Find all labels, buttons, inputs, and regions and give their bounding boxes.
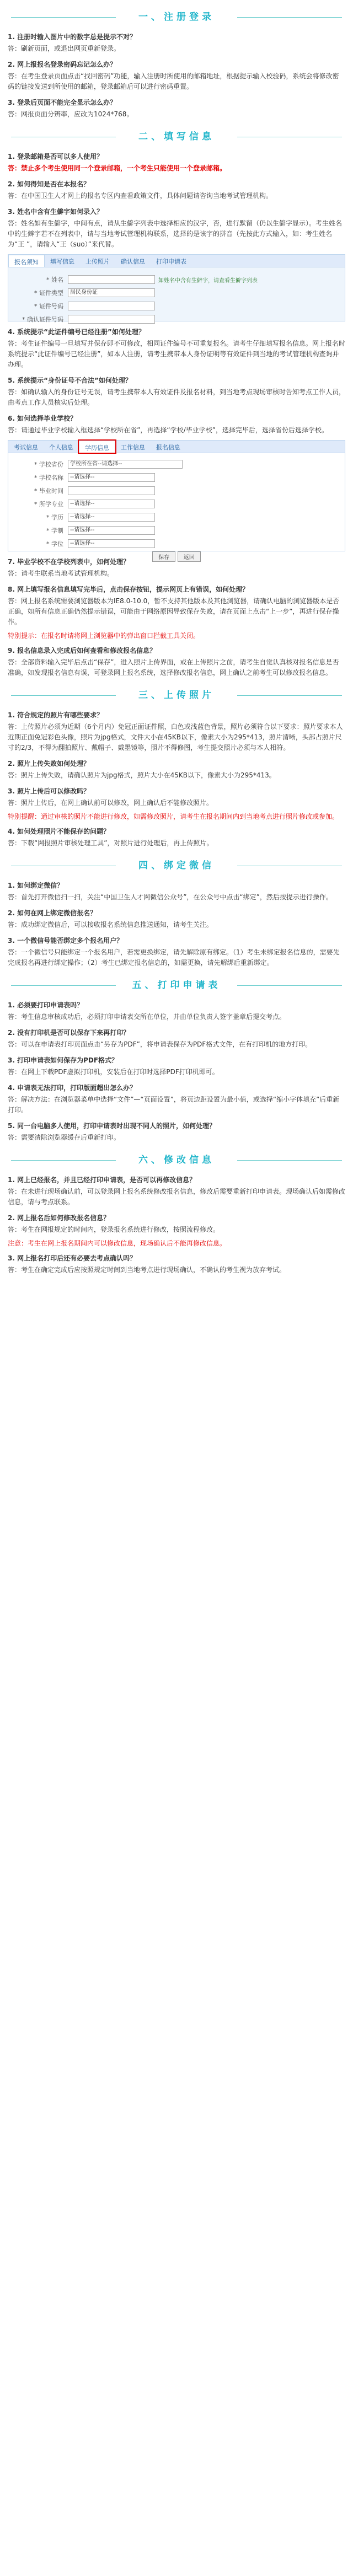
- tab-upload-photo[interactable]: 上传照片: [85, 258, 110, 265]
- tab-education[interactable]: 学历信息: [79, 441, 115, 453]
- back-button[interactable]: 返回: [178, 551, 201, 562]
- qa-fill-6: 6. 如何选择毕业学校？ 答：请通过毕业学校输入框选择“学校所在省”，再选择“学校/毕业学校”，选择完毕后，选择省份后选择学校。: [8, 415, 328, 434]
- tab-print[interactable]: 打印申请表: [156, 258, 186, 265]
- length-select[interactable]: --请选择--: [68, 526, 155, 535]
- qa-register-2: 2. 网上报报名登录密码忘记怎么办？ 答：在考生登录页面点击“找回密码”功能，输入注册时所使用的邮箱地址，根据提示输入校验码，系统会将修改密码的链接发送到所使用的邮箱，登录邮箱后可以进行密码重置。: [8, 61, 339, 90]
- name-input[interactable]: [68, 275, 155, 284]
- qa-fill-8: 8. 网上填写报名信息填写完毕后，点击保存按钮，提示网页上有错误，如何处理？ 答：网上报名系统需要浏览器版本为IE8.0-10.0，暂不支持其他版本及其他浏览器，请确认电脑的浏览器版本是否正确，如所有信息正确仍然提示错误，可能由于网络原因导致保存失败，请在页面上点击“上一步”，再进行保存操作。: [8, 586, 340, 626]
- screenshot-name-form: 报名须知 填写信息 上传照片 确认信息 打印申请表 * 姓名 如姓名中含有生僻字，请查看生僻字列表 * 证件类型 居民身份证 * 证件号码 * 确认证件号码: [8, 254, 345, 321]
- special-note-modify: 注意：考生在网上报名期间内可以修改信息，现场确认后不能再修改信息。: [8, 1239, 227, 1247]
- id-number-input[interactable]: [68, 302, 155, 310]
- qa-print-2: 2. 没有打印机是否可以保存下来再打印？ 答：可以在申请表打印页面点击“另存为PDF”，将申请表保存为PDF格式文件，在有打印机的地方打印。: [8, 1029, 312, 1048]
- school-name-select[interactable]: --请选择--: [68, 473, 155, 482]
- qa-photo-2: 2. 照片上传失败如何处理？ 答：照片上传失败，请确认照片为jpg格式，照片大小在45KB以下，像素大小为295*413。: [8, 760, 276, 779]
- id-number-confirm-input[interactable]: [68, 315, 155, 324]
- tab-confirm[interactable]: 确认信息: [121, 258, 145, 265]
- tab-notice[interactable]: 报名须知: [8, 255, 45, 267]
- qa-print-1: 1. 必须要打印申请表吗？ 答：考生信息审核成功后，必须打印申请表交所在单位，并由单位负责人签字盖章后提交考点。: [8, 1001, 286, 1021]
- section-title-print: 五、打印申请表: [11, 978, 342, 992]
- qa-print-5: 5. 同一台电脑多人使用，打印申请表时出现不同人的照片，如何处理？ 答：需要清除浏览器缓存后重新打印。: [8, 1122, 216, 1141]
- grad-date-input[interactable]: [68, 486, 155, 495]
- qa-fill-7: 7. 毕业学校不在学校列表中，如何处理？ 答：请考生联系当地考试管理机构。: [8, 558, 130, 577]
- qa-fill-5: 5. 系统提示“身份证号不合法”如何处理？ 答：如确认输入的身份证号无误，请考生携带本人有效证件及报名材料，到当地考点现场审核时告知考点工作人员，由考点工作人员核实后处理。: [8, 377, 346, 406]
- tab-fill-info[interactable]: 填写信息: [50, 258, 74, 265]
- qa-print-4: 4. 申请表无法打印，打印版面超出怎么办？ 答：解决方法：在浏览器菜单中选择“文件”—“页面设置”，将页边距设置为最小值，或选择“缩小字体填充”后重新打印。: [8, 1084, 340, 1114]
- qa-wechat-1: 1. 如何绑定微信？ 答：首先打开微信扫一扫，关注“中国卫生人才网微信公众号”，在公众号中点击“绑定”，然后按提示进行操作。: [8, 882, 333, 901]
- qa-register-3: 3. 登录后页面不能完全显示怎么办？ 答：网报页面分辨率，应改为1024*768。: [8, 99, 133, 118]
- qa-print-3: 3. 打印申请表如何保存为PDF格式？ 答：在网上下载PDF虚拟打印机，安装后在打印时选择PDF打印机即可。: [8, 1056, 219, 1076]
- screenshot-school-form: 考试信息 个人信息 学历信息 工作信息 报名信息 * 学校省份 学校所在省--请选择-- * 学校名称 --请选择-- * 毕业时间 * 所学专业 --请选择-- * 学历 --请选择-- * 学制 --请选择-- * 学位 --请选择-- 保存 返回: [8, 440, 345, 551]
- qa-fill-1: 1. 登录邮箱是否可以多人使用？ 答：禁止多个考生使用同一个登录邮箱，一个考生只能使用一个登录邮箱。: [8, 153, 227, 172]
- special-note-photo: 特别提醒：通过审核的照片不能进行修改，如需修改照片，请考生在报名期间内到当地考点进行照片修改或参加。: [8, 813, 339, 820]
- qa-fill-4: 4. 系统提示“此证件编号已经注册”如何处理？ 答：考生证件编号一旦填写并保存即不可修改，相同证件编号不可重复报名。请考生仔细填写报名信息。网上报名时系统提示“此证件编号已经注册”，如本人注册，请考生携带本人身份证明等有效证件到当地的考试管理机构查询并办理。: [8, 328, 346, 368]
- section-title-upload-photo: 三、上传照片: [11, 688, 342, 702]
- tab-personal[interactable]: 个人信息: [49, 444, 73, 451]
- tab-exam[interactable]: 考试信息: [14, 444, 38, 451]
- qa-wechat-3: 3. 一个微信号能否绑定多个报名用户？ 答：一个微信号只能绑定一个报名用户，若需更换绑定，请先解除原有绑定。（1）考生未绑定报名信息的，需要先完成报名再进行绑定操作；（2）考生已绑定报名信息的，如需更换，请先解绑后重新绑定。: [8, 937, 340, 967]
- tab-work[interactable]: 工作信息: [121, 444, 145, 451]
- qa-wechat-2: 2. 如何在网上绑定微信报名？ 答：成功绑定微信后，可以接收报名系统信息推送通知，请考生关注。: [8, 909, 213, 929]
- tab-registration[interactable]: 报名信息: [156, 444, 180, 451]
- academic-degree-select[interactable]: --请选择--: [68, 539, 155, 548]
- qa-modify-3: 3. 网上报名打印后还有必要去考点确认吗？ 答：考生在确定完成后应按照规定时间到当地考点进行现场确认，不确认的考生视为放弃考试。: [8, 1254, 286, 1274]
- section-title-wechat: 四、绑定微信: [11, 858, 342, 873]
- qa-fill-2: 2. 如何得知是否在本报名？ 答：在中国卫生人才网上的报名专区内查看政策文件，具体问题请咨询当地考试管理机构。: [8, 180, 273, 200]
- qa-fill-3: 3. 姓名中含有生僻字如何录入？ 答：姓名如有生僻字，中间有点，请从生僻字列表中选择相应的汉字，否，进行默留（仍以生僻字显示）。考生姓名中的生僻字若不在列表中，请与当地考试管理机构联系，选择的是该字的拼音（先按此方式输入，如：考生姓名为“王 ”，请输入“王（suo）”来代替。: [8, 208, 343, 248]
- qa-photo-3: 3. 照片上传后可以修改吗？ 答：照片上传后，在网上确认前可以修改，网上确认后不能修改照片。: [8, 787, 213, 807]
- major-select[interactable]: --请选择--: [68, 500, 155, 508]
- special-note-popup: 特别提示：在报名时请将网上浏览器中的弹出窗口拦截工具关闭。: [8, 632, 200, 640]
- qa-fill-9: 9. 报名信息录入完成后如何查看和修改报名信息？ 答：全部资料输入完毕后点击“保存”，进入照片上传界面，或在上传照片之前，请考生自觉认真核对报名信息是否准确，如发现报名信息有误，可登录网上报名系统，选择修改报名信息，网上确认之前考生可以修改报名信息。: [8, 647, 339, 677]
- qa-register-1: 1. 注册时输入图片中的数字总是提示不对？ 答：刷新页面，或退出网页重新登录。: [8, 33, 137, 52]
- qa-photo-4: 4. 如何处理照片不能保存的问题？ 答：下载“网报照片审核处理工具”，对照片进行处理后，再上传照片。: [8, 828, 213, 847]
- qa-photo-1: 1. 符合规定的照片有哪些要求？ 答：上传照片必须为近期（6个月内）免冠正面证件照，白色或浅蓝色背景，照片必须符合以下要求：照片要求本人近期正面免冠彩色头像，照片为jpg格式，文件大小在45KB以下，像素大小为295*413，照片清晰，头部占照片尺寸的2/3，不得为翻拍照片、戴帽子、戴墨镜等，照片不得修图，考生提交照片必须与本人相符。: [8, 711, 343, 752]
- id-type-select[interactable]: 居民身份证: [68, 288, 155, 297]
- section-title-fill-info: 二、填写信息: [11, 130, 342, 144]
- school-province-select[interactable]: 学校所在省--请选择--: [68, 460, 183, 469]
- qa-modify-1: 1. 网上已经报名，并且已经打印申请表，是否可以再修改信息？ 答：在未进行现场确认前，可以登录网上报名系统修改报名信息，修改后需要重新打印申请表。现场确认后如需修改信息，请与考点联系。: [8, 1176, 346, 1206]
- save-button[interactable]: 保存: [152, 551, 175, 562]
- section-title-modify: 六、修改信息: [11, 1153, 342, 1167]
- section-title-register: 一、注册登录: [11, 10, 342, 24]
- degree-select[interactable]: --请选择--: [68, 513, 155, 522]
- qa-modify-2: 2. 网上报名后如何修改报名信息？ 答：考生在网报规定的时间内，登录报名系统进行修改，按照流程修改。: [8, 1214, 220, 1233]
